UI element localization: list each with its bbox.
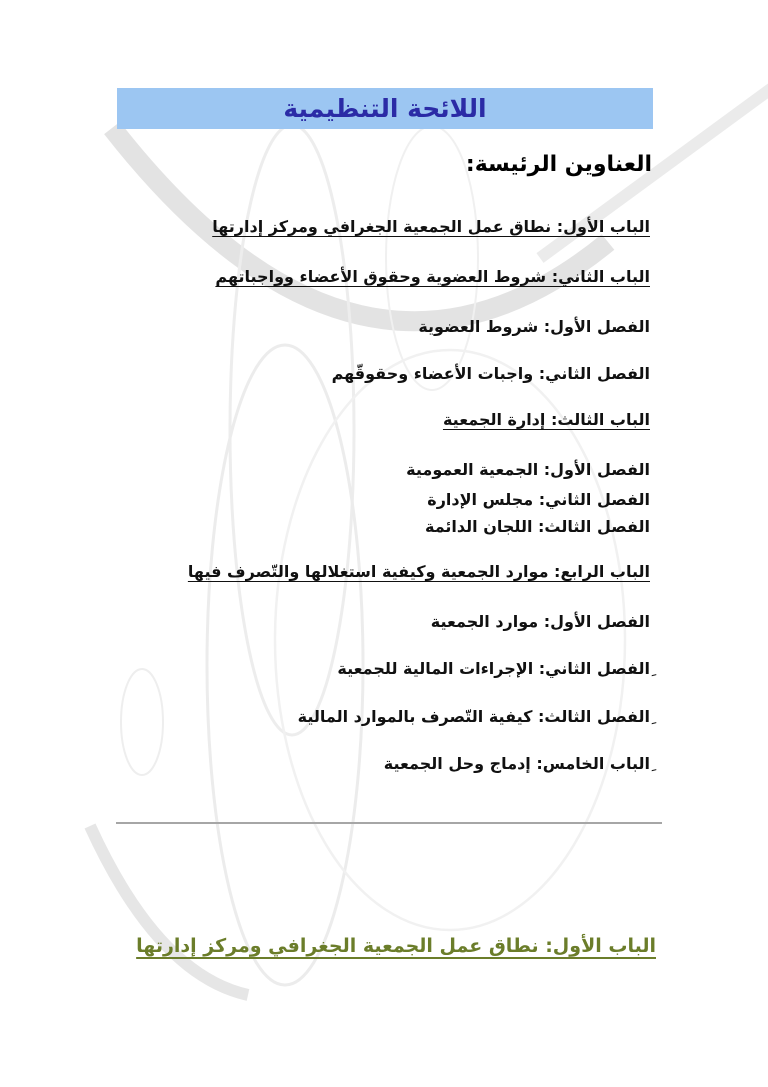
document-title: اللائحة التنظيمية <box>283 94 487 123</box>
toc-entry-section-4: الفصل الثاني: مجلس الإدارة <box>427 490 650 509</box>
toc-entry-section-8: ِالفصل الثالث: كيفية التّصرف بالموارد المالية <box>297 707 650 726</box>
toc-entry-section-3: الفصل الأول: الجمعية العمومية <box>406 460 650 479</box>
toc-entry-chapter-4: الباب الرابع: موارد الجمعية وكيفية استغلالها والتّصرف فيها <box>187 562 650 581</box>
toc-entry-section-5: الفصل الثالث: اللجان الدائمة <box>424 517 650 536</box>
toc-entry-chapter-5: ِالباب الخامس: إدماج وحل الجمعية <box>383 754 650 773</box>
toc-entry-chapter-1: الباب الأول: نطاق عمل الجمعية الجغرافي ومركز إدارتها <box>212 217 650 236</box>
document-title-banner <box>117 88 653 129</box>
toc-entry-section-2: الفصل الثاني: واجبات الأعضاء وحقوقّهم <box>331 364 650 383</box>
toc-entry-section-7: ِالفصل الثاني: الإجراءات المالية للجمعية <box>337 659 650 678</box>
horizontal-rule <box>116 822 662 824</box>
toc-entry-section-1: الفصل الأول: شروط العضوية <box>418 317 650 336</box>
main-headings-label: العناوين الرئيسة: <box>465 152 652 177</box>
toc-entry-chapter-2: الباب الثاني: شروط العضوية وحقوق الأعضاء وواجباتهم <box>215 267 650 286</box>
toc-entry-section-6: الفصل الأول: موارد الجمعية <box>430 612 650 631</box>
toc-entry-chapter-3: الباب الثالث: إدارة الجمعية <box>442 410 650 429</box>
chapter-1-section-heading: الباب الأول: نطاق عمل الجمعية الجغرافي ومركز إدارتها <box>136 935 656 957</box>
